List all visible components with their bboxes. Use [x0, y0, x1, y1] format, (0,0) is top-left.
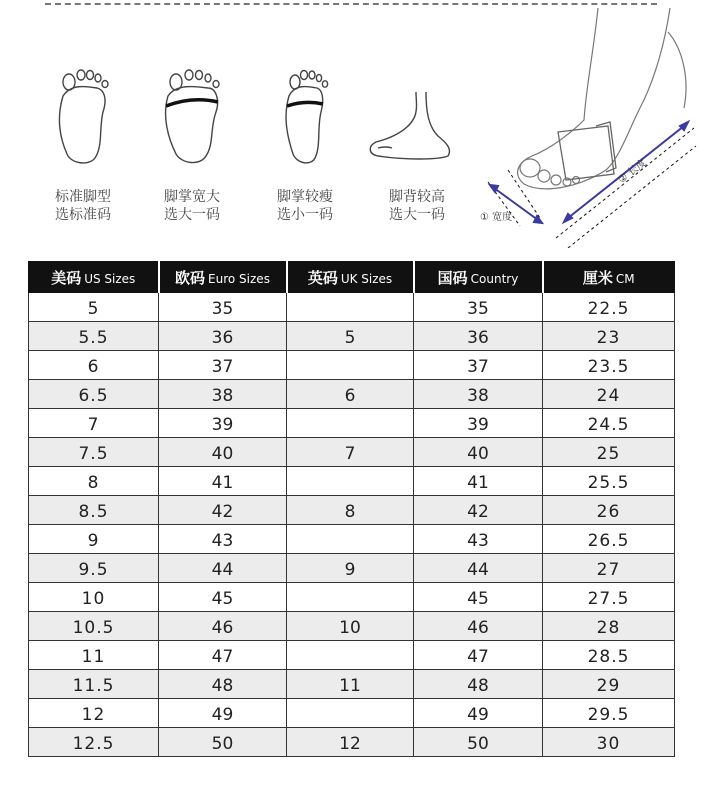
euro-size-cell: 42	[159, 496, 287, 525]
table-row	[29, 670, 675, 699]
country-size-cell: 37	[414, 351, 543, 380]
uk-size-cell: 9	[287, 554, 414, 583]
table-row	[29, 322, 675, 351]
cm-size-cell: 29.5	[543, 699, 675, 728]
width-label: ① 宽度	[480, 212, 513, 223]
cm-size-cell: 30	[543, 728, 675, 757]
euro-size-cell: 45	[159, 583, 287, 612]
caption-line-1: 脚背较高	[389, 189, 445, 205]
table-row	[29, 496, 675, 525]
us-size-cell: 10	[29, 583, 159, 612]
cm-size-cell: 28	[543, 612, 675, 641]
table-row	[29, 525, 675, 554]
uk-size-cell: 12	[287, 728, 414, 757]
foot-standard-illustration	[36, 66, 132, 170]
euro-size-cell: 35	[159, 293, 287, 322]
country-size-cell: 48	[414, 670, 543, 699]
header-cm: 厘米 CM	[543, 262, 675, 293]
header-us: 美码 US Sizes	[29, 262, 159, 293]
us-size-cell: 8.5	[29, 496, 159, 525]
uk-size-cell: 10	[287, 612, 414, 641]
table-row	[29, 351, 675, 380]
us-size-cell: 5	[29, 293, 159, 322]
country-size-cell: 40	[414, 438, 543, 467]
cm-size-cell: 22.5	[543, 293, 675, 322]
euro-size-cell: 44	[159, 554, 287, 583]
table-header-row	[29, 262, 675, 293]
us-size-cell: 6.5	[29, 380, 159, 409]
uk-size-cell: 6	[287, 380, 414, 409]
header-country: 国码 Country	[414, 262, 543, 293]
us-size-cell: 12.5	[29, 728, 159, 757]
foot-slim-caption	[250, 188, 360, 224]
slim-foot-icon	[271, 66, 341, 170]
standard-foot-icon	[49, 66, 119, 170]
us-size-cell: 7.5	[29, 438, 159, 467]
euro-size-cell: 36	[159, 322, 287, 351]
country-size-cell: 43	[414, 525, 543, 554]
foot-wide-caption	[137, 188, 247, 224]
cm-size-cell: 25.5	[543, 467, 675, 496]
us-size-cell: 12	[29, 699, 159, 728]
euro-size-cell: 40	[159, 438, 287, 467]
table-row	[29, 728, 675, 757]
cm-size-cell: 24	[543, 380, 675, 409]
table-row	[29, 641, 675, 670]
table-row	[29, 699, 675, 728]
cm-size-cell: 26	[543, 496, 675, 525]
uk-size-cell: 7	[287, 438, 414, 467]
country-size-cell: 44	[414, 554, 543, 583]
country-size-cell: 42	[414, 496, 543, 525]
uk-size-cell	[287, 525, 414, 554]
euro-size-cell: 37	[159, 351, 287, 380]
size-chart-table	[28, 261, 675, 757]
caption-line-2: 选大一码	[164, 207, 220, 223]
caption-line-2: 选小一码	[277, 207, 333, 223]
us-size-cell: 5.5	[29, 322, 159, 351]
uk-size-cell	[287, 293, 414, 322]
us-size-cell: 8	[29, 467, 159, 496]
table-row	[29, 612, 675, 641]
uk-size-cell	[287, 467, 414, 496]
table-row	[29, 467, 675, 496]
table-row	[29, 293, 675, 322]
foot-measurement-diagram	[468, 8, 698, 248]
uk-size-cell: 8	[287, 496, 414, 525]
length-label: ② 长度	[616, 157, 649, 186]
wide-foot-icon	[158, 66, 228, 170]
table-row	[29, 409, 675, 438]
us-size-cell: 11	[29, 641, 159, 670]
euro-size-cell: 50	[159, 728, 287, 757]
uk-size-cell	[287, 351, 414, 380]
country-size-cell: 45	[414, 583, 543, 612]
uk-size-cell	[287, 641, 414, 670]
country-size-cell: 35	[414, 293, 543, 322]
euro-size-cell: 46	[159, 612, 287, 641]
cm-size-cell: 25	[543, 438, 675, 467]
cm-size-cell: 23.5	[543, 351, 675, 380]
euro-size-cell: 47	[159, 641, 287, 670]
caption-line-1: 脚掌较瘦	[277, 189, 333, 205]
caption-line-2: 选大一码	[389, 207, 445, 223]
cm-size-cell: 28.5	[543, 641, 675, 670]
us-size-cell: 7	[29, 409, 159, 438]
country-size-cell: 38	[414, 380, 543, 409]
foot-high-instep-illustration	[364, 90, 460, 170]
foot-wide-illustration	[145, 66, 241, 170]
cm-size-cell: 24.5	[543, 409, 675, 438]
country-size-cell: 39	[414, 409, 543, 438]
euro-size-cell: 38	[159, 380, 287, 409]
foot-standard-caption	[28, 188, 138, 224]
country-size-cell: 49	[414, 699, 543, 728]
us-size-cell: 6	[29, 351, 159, 380]
cm-size-cell: 27.5	[543, 583, 675, 612]
us-size-cell: 9	[29, 525, 159, 554]
cm-size-cell: 27	[543, 554, 675, 583]
caption-line-2: 选标准码	[55, 207, 111, 223]
header-uk: 英码 UK Sizes	[287, 262, 414, 293]
us-size-cell: 9.5	[29, 554, 159, 583]
size-table-body	[29, 293, 675, 757]
country-size-cell: 41	[414, 467, 543, 496]
country-size-cell: 36	[414, 322, 543, 351]
us-size-cell: 10.5	[29, 612, 159, 641]
euro-size-cell: 43	[159, 525, 287, 554]
table-row	[29, 583, 675, 612]
cm-size-cell: 26.5	[543, 525, 675, 554]
uk-size-cell: 11	[287, 670, 414, 699]
cm-size-cell: 23	[543, 322, 675, 351]
uk-size-cell	[287, 699, 414, 728]
table-row	[29, 554, 675, 583]
table-row	[29, 380, 675, 409]
top-dashed-divider	[45, 3, 657, 5]
foot-high-instep-caption	[362, 188, 472, 224]
uk-size-cell	[287, 583, 414, 612]
euro-size-cell: 48	[159, 670, 287, 699]
cm-size-cell: 29	[543, 670, 675, 699]
header-euro: 欧码 Euro Sizes	[159, 262, 287, 293]
foot-slim-illustration	[258, 66, 354, 170]
uk-size-cell: 5	[287, 322, 414, 351]
country-size-cell: 46	[414, 612, 543, 641]
euro-size-cell: 49	[159, 699, 287, 728]
us-size-cell: 11.5	[29, 670, 159, 699]
caption-line-1: 标准脚型	[55, 189, 111, 205]
euro-size-cell: 41	[159, 467, 287, 496]
table-row	[29, 438, 675, 467]
country-size-cell: 50	[414, 728, 543, 757]
country-size-cell: 47	[414, 641, 543, 670]
high-instep-foot-icon	[364, 90, 460, 170]
uk-size-cell	[287, 409, 414, 438]
caption-line-1: 脚掌宽大	[164, 189, 220, 205]
euro-size-cell: 39	[159, 409, 287, 438]
